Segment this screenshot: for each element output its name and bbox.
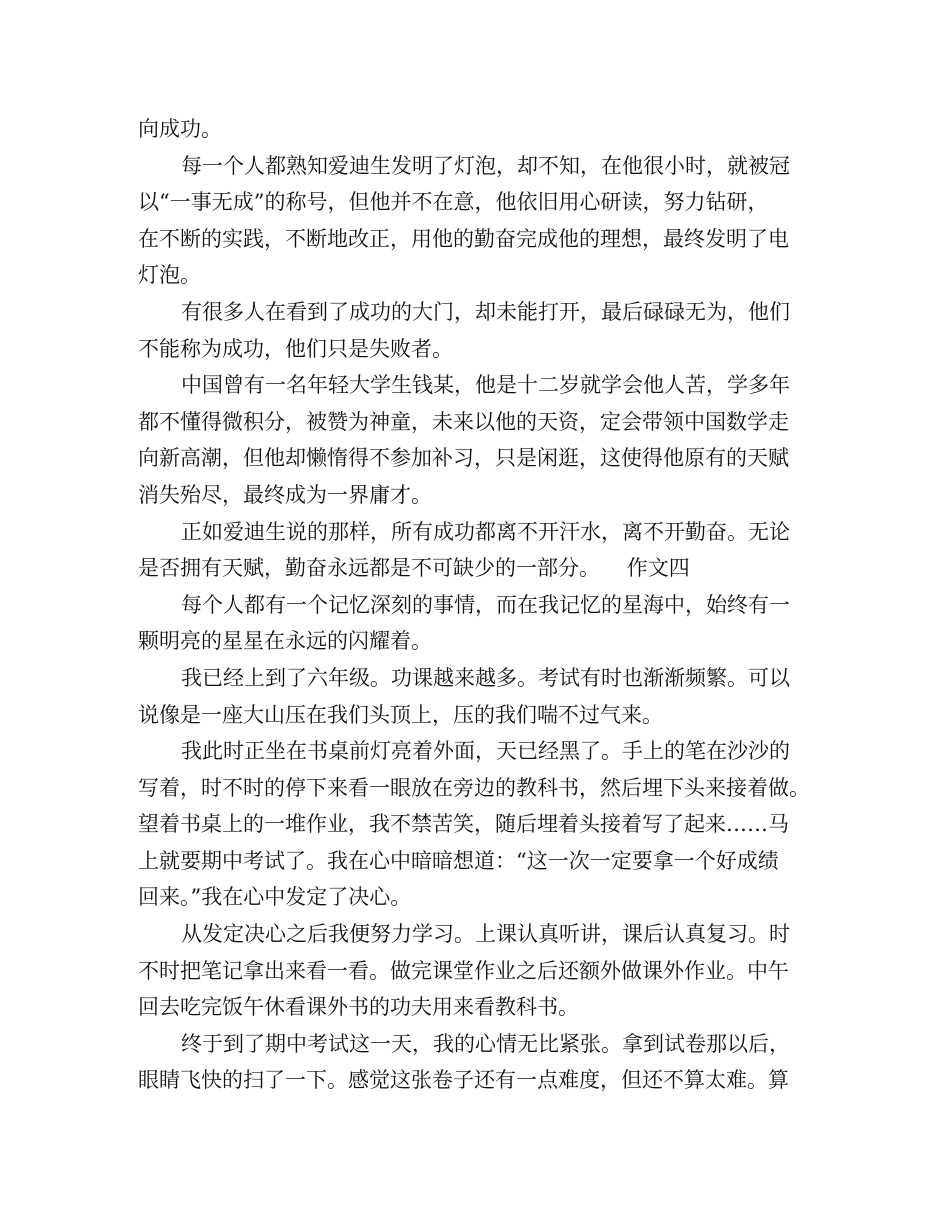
text-line: 从发定决心之后我便努力学习。上课认真听讲，课后认真复习。时	[181, 922, 790, 947]
text-line: 是否拥有天赋，勤奋永远都是不可缺少的一部分。 作文四	[138, 556, 690, 581]
text-line: 颗明亮的星星在永远的闪耀着。	[138, 629, 432, 654]
text-line: 在不断的实践，不断地改正，用他的勤奋完成他的理想，最终发明了电	[138, 226, 789, 251]
text-line: 以“一事无成”的称号，但他并不在意，他依旧用心研读，努力钻研，	[138, 190, 769, 215]
text-line: 每个人都有一个记忆深刻的事情，而在我记忆的星海中，始终有一	[181, 592, 790, 617]
text-line: 正如爱迪生说的那样，所有成功都离不开汗水，离不开勤奋。无论	[181, 519, 790, 544]
text-line: 说像是一座大山压在我们头顶上，压的我们喘不过气来。	[138, 702, 663, 727]
essay-text	[138, 111, 828, 1099]
text-line: 中国曾有一名年轻大学生钱某，他是十二岁就学会他人苦，学多年	[181, 373, 790, 398]
text-line: 有很多人在看到了成功的大门，却未能打开，最后碌碌无为，他们	[181, 299, 790, 324]
text-line: 每一个人都熟知爱迪生发明了灯泡，却不知，在他很小时，就被冠	[181, 153, 790, 178]
text-line: 终于到了期中考试这一天，我的心情无比紧张。拿到试卷那以后，	[181, 1031, 790, 1056]
text-line: 上就要期中考试了。我在心中暗暗想道：“这一次一定要拿一个好成绩	[138, 848, 779, 873]
text-line: 回来。”我在心中发定了决心。	[138, 885, 412, 910]
text-line: 我此时正坐在书桌前灯亮着外面，天已经黑了。手上的笔在沙沙的	[181, 739, 790, 764]
text-line: 向成功。	[138, 117, 222, 141]
text-line: 灯泡。	[138, 263, 201, 288]
text-line: 都不懂得微积分，被赞为神童，未来以他的天资，定会带领中国数学走	[138, 409, 789, 434]
text-line: 望着书桌上的一堆作业，我不禁苦笑，随后埋着头接着写了起来……马	[138, 812, 789, 837]
text-line: 眼睛飞快的扫了一下。感觉这张卷子还有一点难度，但还不算太难。算	[138, 1068, 789, 1093]
text-line: 写着，时不时的停下来看一眼放在旁边的教科书，然后埋下头来接着做。	[138, 775, 810, 800]
text-line: 不能称为成功，他们只是失败者。	[138, 336, 453, 361]
text-line: 向新高潮，但他却懒惰得不参加补习，只是闲逛，这使得他原有的天赋	[138, 446, 789, 471]
text-line: 回去吃完饭午休看课外书的功夫用来看教科书。	[138, 995, 579, 1020]
text-line: 消失殆尽，最终成为一界庸才。	[138, 482, 432, 507]
text-line: 我已经上到了六年级。功课越来越多。考试有时也渐渐频繁。可以	[181, 665, 790, 690]
text-line: 不时把笔记拿出来看一看。做完课堂作业之后还额外做课外作业。中午	[138, 958, 789, 983]
